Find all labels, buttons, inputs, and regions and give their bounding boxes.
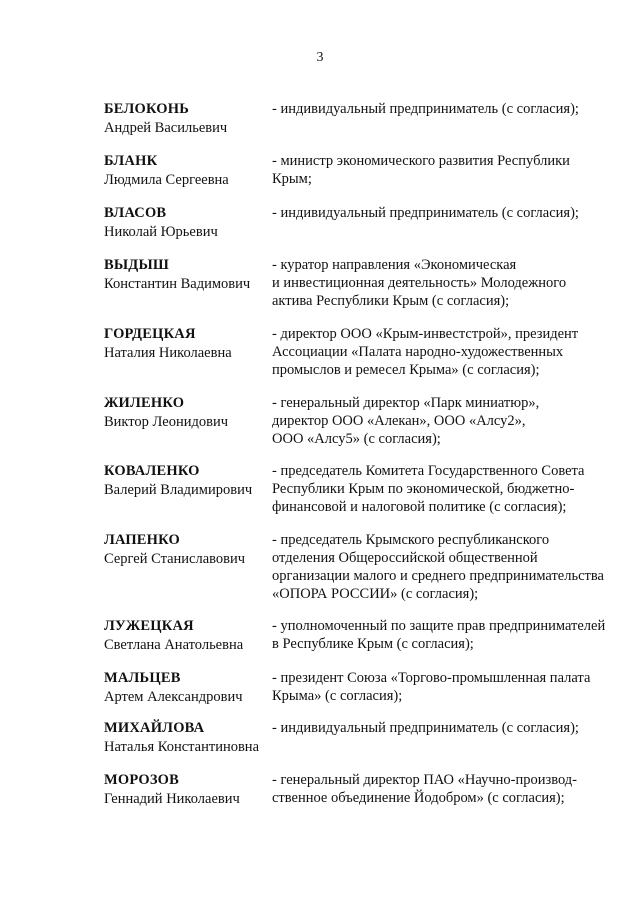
member-role xyxy=(272,669,604,705)
member-name xyxy=(104,531,269,569)
member-name xyxy=(104,669,269,707)
member-name xyxy=(104,100,269,138)
role-line: в Республике Крым (с согласия); xyxy=(272,636,474,652)
role-line: - индивидуальный предприниматель (с согласия); xyxy=(272,205,579,221)
member-surname: БЕЛОКОНЬ xyxy=(104,101,190,117)
member-role xyxy=(272,100,604,118)
role-line: директор ООО «Алекан», ООО «Алсу2», xyxy=(272,413,526,429)
member-surname: ГОРДЕЦКАЯ xyxy=(104,326,196,342)
member-surname: ВЫДЫШ xyxy=(104,257,170,273)
member-name xyxy=(104,462,269,500)
member-role xyxy=(272,771,604,807)
role-line: «ОПОРА РОССИИ» (с согласия); xyxy=(272,586,479,602)
member-role xyxy=(272,719,604,737)
member-role xyxy=(272,462,604,516)
role-line: и инвестиционная деятельность» Молодежного xyxy=(272,275,567,291)
member-given-name: Николай Юрьевич xyxy=(104,224,218,240)
member-surname: ЛАПЕНКО xyxy=(104,532,180,548)
role-line: - министр экономического развития Республики xyxy=(272,153,570,169)
role-line: отделения Общероссийской общественной xyxy=(272,550,538,566)
member-name xyxy=(104,325,269,363)
member-given-name: Артем Александрович xyxy=(104,689,243,705)
member-given-name: Светлана Анатольевна xyxy=(104,637,244,653)
role-line: Ассоциации «Палата народно-художественных xyxy=(272,344,564,360)
role-line: организации малого и среднего предпринимательства xyxy=(272,568,604,584)
member-role xyxy=(272,617,604,653)
role-line: промыслов и ремесел Крыма» (с согласия); xyxy=(272,362,540,378)
member-name xyxy=(104,152,269,190)
member-role xyxy=(272,152,604,188)
member-name xyxy=(104,771,269,809)
member-role xyxy=(272,256,604,310)
member-given-name: Геннадий Николаевич xyxy=(104,791,240,807)
role-line: Крым; xyxy=(272,171,312,187)
member-surname: МИХАЙЛОВА xyxy=(104,720,205,736)
page-number: 3 xyxy=(316,50,324,65)
role-line: - индивидуальный предприниматель (с согласия); xyxy=(272,720,579,736)
member-given-name: Андрей Васильевич xyxy=(104,120,228,136)
member-given-name: Людмила Сергеевна xyxy=(104,172,229,188)
role-line: ственное объединение Йодобром» (с согласия); xyxy=(272,790,565,806)
member-surname: ВЛАСОВ xyxy=(104,205,167,221)
member-given-name: Константин Вадимович xyxy=(104,276,251,292)
member-role xyxy=(272,325,604,379)
member-role xyxy=(272,204,604,222)
role-line: - уполномоченный по защите прав предпринимателей xyxy=(272,618,606,634)
member-surname: МОРОЗОВ xyxy=(104,772,180,788)
member-role xyxy=(272,394,604,448)
role-line: - директор ООО «Крым-инвестстрой», президент xyxy=(272,326,579,342)
member-surname: ЛУЖЕЦКАЯ xyxy=(104,618,194,634)
member-given-name: Валерий Владимирович xyxy=(104,482,253,498)
role-line: актива Республики Крым (с согласия); xyxy=(272,293,510,309)
member-name xyxy=(104,204,269,242)
member-given-name: Наталия Николаевна xyxy=(104,345,232,361)
member-surname: БЛАНК xyxy=(104,153,158,169)
member-name xyxy=(104,719,269,757)
role-line: - президент Союза «Торгово-промышленная палата xyxy=(272,670,591,686)
member-given-name: Наталья Константиновна xyxy=(104,739,260,755)
member-given-name: Виктор Леонидович xyxy=(104,414,229,430)
role-line: финансовой и налоговой политике (с согласия); xyxy=(272,499,567,515)
member-name xyxy=(104,617,269,655)
role-line: Республики Крым по экономической, бюджетно- xyxy=(272,481,575,497)
role-line: - генеральный директор ПАО «Научно-производ- xyxy=(272,772,577,788)
member-given-name: Сергей Станиславович xyxy=(104,551,246,567)
member-surname: МАЛЬЦЕВ xyxy=(104,670,181,686)
role-line: - председатель Комитета Государственного Совета xyxy=(272,463,585,479)
member-surname: ЖИЛЕНКО xyxy=(104,395,185,411)
member-surname: КОВАЛЕНКО xyxy=(104,463,200,479)
role-line: Крыма» (с согласия); xyxy=(272,688,403,704)
role-line: - куратор направления «Экономическая xyxy=(272,257,517,273)
role-line: - генеральный директор «Парк миниатюр», xyxy=(272,395,540,411)
role-line: - председатель Крымского республиканского xyxy=(272,532,550,548)
member-name xyxy=(104,256,269,294)
role-line: - индивидуальный предприниматель (с согласия); xyxy=(272,101,579,117)
role-line: ООО «Алсу5» (с согласия); xyxy=(272,431,441,447)
member-role xyxy=(272,531,604,603)
member-name xyxy=(104,394,269,432)
